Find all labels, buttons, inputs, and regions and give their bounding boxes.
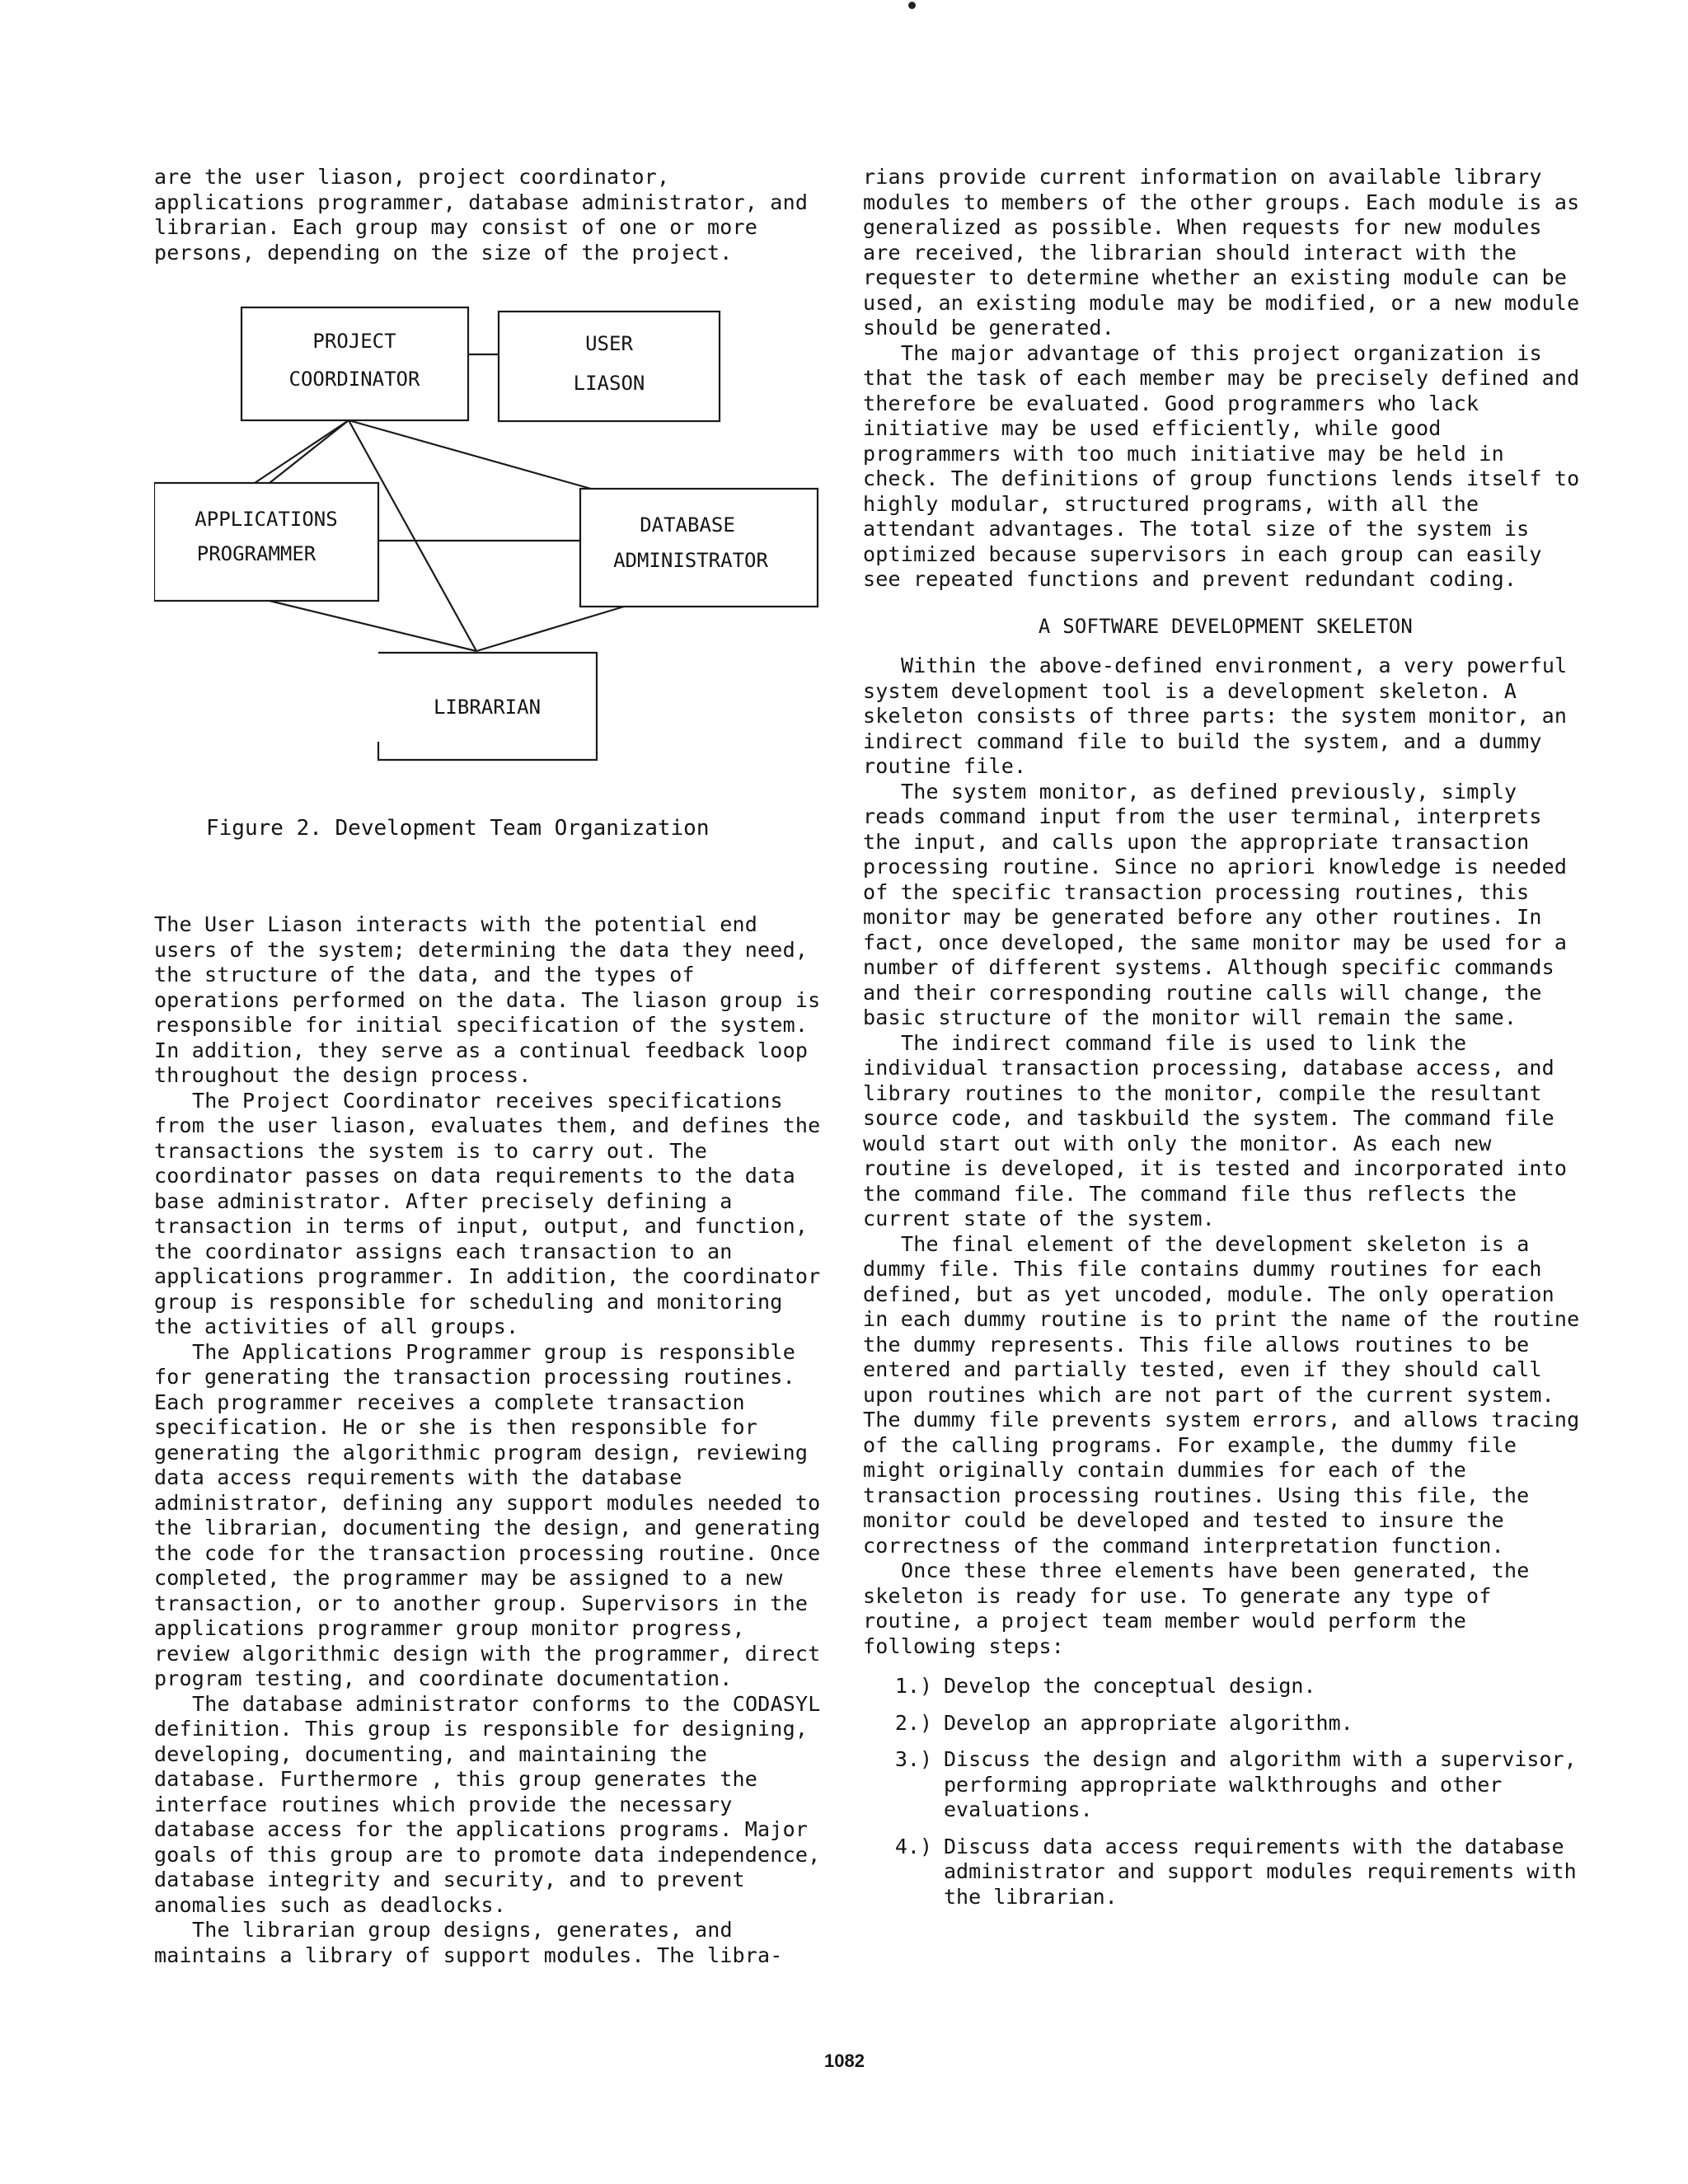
- label-administrator: ADMINISTRATOR: [613, 549, 768, 572]
- label-database: DATABASE: [640, 513, 735, 537]
- label-coordinator: COORDINATOR: [288, 368, 420, 391]
- paragraph-applications-programmer: The Applications Programmer group is responsible for generating the transaction processing routines. Each programmer receives a complete transaction specification. He or she is then responsible for generating the algorithmic program design, reviewing data access requirements with the database administrator, defining any support modules needed to the librarian, documenting the design, and generating the code for the transaction processing routine. Once completed, the programmer may be assigned to a new transaction, or to another group. Supervisors in the applications programmer group monitor progress, review algorithmic design with the programmer, direct program testing, and coordinate documentation.: [154, 1339, 833, 1690]
- paragraph-user-liason: The User Liason interacts with the potential end users of the system; determining the data they need, the structure of the data, and the types of operations performed on the data. The liason group is responsible for initial specification of the system. In addition, they serve as a continual feedback loop throughout the design process.: [154, 912, 833, 1087]
- steps-list: [863, 1674, 1588, 1910]
- paragraph-skeleton-intro: Within the above-defined environment, a very powerful system development tool is a development skeleton. A skeleton consists of three parts: the system monitor, an indirect command file to build the system, and a dummy routine file.: [863, 654, 1580, 778]
- figure-caption: Figure 2. Development Team Organization: [206, 816, 710, 841]
- list-item: [863, 1674, 1588, 1699]
- label-liason: LIASON: [573, 372, 645, 395]
- paragraph-project-coordinator: The Project Coordinator receives specifications from the user liason, evaluates them, and defines the transactions the system is to carry out. The coordinator passes on data requirements to the data base administrator. After precisely defining a transaction in terms of input, output, and function, the coordinator assigns each transaction to an applications programmer. In addition, the coordinator group is responsible for scheduling and monitoring the activities of all groups.: [154, 1088, 833, 1338]
- box-database-administrator: [580, 489, 818, 607]
- label-applications: APPLICATIONS: [195, 508, 338, 531]
- page-number: 1082: [824, 2050, 865, 2071]
- list-item: [863, 1747, 1588, 1823]
- link-coordinator-dbadmin: [349, 420, 591, 489]
- box-project-coordinator: [241, 307, 468, 420]
- step-number: 1.): [894, 1674, 932, 1698]
- step-number: 2.): [894, 1710, 932, 1735]
- link-coordinator-librarian: [349, 420, 476, 651]
- box-user-liason: [499, 312, 720, 421]
- scan-speck: [908, 2, 916, 9]
- team-organization-diagram: [154, 305, 822, 783]
- list-item: [863, 1711, 1588, 1736]
- step-number: 4.): [894, 1834, 932, 1858]
- paragraph-librarians-continued: rians provide current information on available library modules to members of the other groups. Each module is as generalized as possible. When requests for new modules are received, the librarian should interact with the requester to determine whether an existing module can be used, an existing module may be modified, or a new module should be generated.: [863, 165, 1592, 340]
- paragraph-system-monitor: The system monitor, as defined previously, simply reads command input from the user terminal, interprets the input, and calls upon the appropriate transaction processing routine. Since no apriori knowledge is needed of the specific transaction processing routines, this monitor may be generated before any other routines. In fact, once developed, the same monitor may be used for a number of different systems. Although specific commands and their corresponding routine calls will change, the basic structure of the monitor will remain the same.: [863, 779, 1580, 1029]
- step-text: Develop an appropriate algorithm.: [944, 1710, 1353, 1735]
- paragraph-steps-intro: Once these three elements have been generated, the skeleton is ready for use. To generate any type of routine, a project team member would perform the following steps:: [863, 1558, 1542, 1658]
- right-column: [863, 165, 1592, 1921]
- step-text: Discuss data access requirements with the database administrator and support modules requirements with the librarian.: [944, 1834, 1577, 1909]
- intro-paragraph: are the user liason, project coordinator, applications programmer, database administrator, and librarian. Each group may consist of one or more persons, depending on the size of the project.: [154, 165, 821, 265]
- step-text: Discuss the design and algorithm with a supervisor, performing appropriate walkthroughs and other evaluations.: [944, 1747, 1577, 1821]
- list-item: [863, 1835, 1588, 1910]
- link-coordinator-programmer-a: [255, 420, 349, 483]
- paragraph-dummy-file: The final element of the development skeleton is a dummy file. This file contains dummy routines for each defined, but as yet uncoded, module. The only operation in each dummy routine is to print the name of the routine the dummy represents. This file allows routines to be entered and partially tested, even if they should call upon routines which are not part of the current system. The dummy file prevents system errors, and allows tracing of the calling programs. For example, the dummy file might originally contain dummies for each of the transaction processing routines. Using this file, the monitor could be developed and tested to insure the correctness of the command interpretation function.: [863, 1231, 1592, 1558]
- label-user: USER: [585, 332, 633, 355]
- step-number: 3.): [894, 1747, 932, 1771]
- label-librarian: LIBRARIAN: [433, 696, 542, 719]
- left-column-intro: [154, 165, 830, 265]
- paragraph-librarian: The librarian group designs, generates, and maintains a library of support modules. The libra-: [154, 1918, 783, 1967]
- link-coordinator-programmer-b: [270, 420, 349, 483]
- link-dbadmin-librarian: [476, 607, 624, 651]
- paragraph-command-file: The indirect command file is used to link the individual transaction processing, database access, and library routines to the monitor, compile the resultant source code, and taskbuild the system. The command file would start out with only the monitor. As each new routine is developed, it is tested and incorporated into the command file. The command file thus reflects the current state of the system.: [863, 1030, 1580, 1230]
- step-text: Develop the conceptual design.: [944, 1674, 1316, 1698]
- link-programmer-librarian: [270, 601, 476, 651]
- section-heading: A SOFTWARE DEVELOPMENT SKELETON: [1038, 614, 1414, 638]
- label-programmer: PROGRAMMER: [196, 542, 316, 565]
- paragraph-major-advantage: The major advantage of this project organization is that the task of each member may be precisely defined and therefore be evaluated. Good programmers who lack initiative may be used efficiently, while good programmers with too much initiative may be held in check. The definitions of group functions lends itself to highly modular, structured programs, with all the attendant advantages. The total size of the system is optimized because supervisors in each group can easily see repeated functions and prevent redundant coding.: [863, 340, 1592, 591]
- paragraph-database-administrator: The database administrator conforms to the CODASYL definition. This group is responsible for designing, developing, documenting, and maintaining the database. Furthermore , this group generates the interface routines which provide the necessary database access for the applications programs. Major goals of this group are to promote data independence, database integrity and security, and to prevent anomalies such as deadlocks.: [154, 1691, 833, 1917]
- label-project: PROJECT: [312, 330, 396, 353]
- left-column-body: [154, 912, 833, 1968]
